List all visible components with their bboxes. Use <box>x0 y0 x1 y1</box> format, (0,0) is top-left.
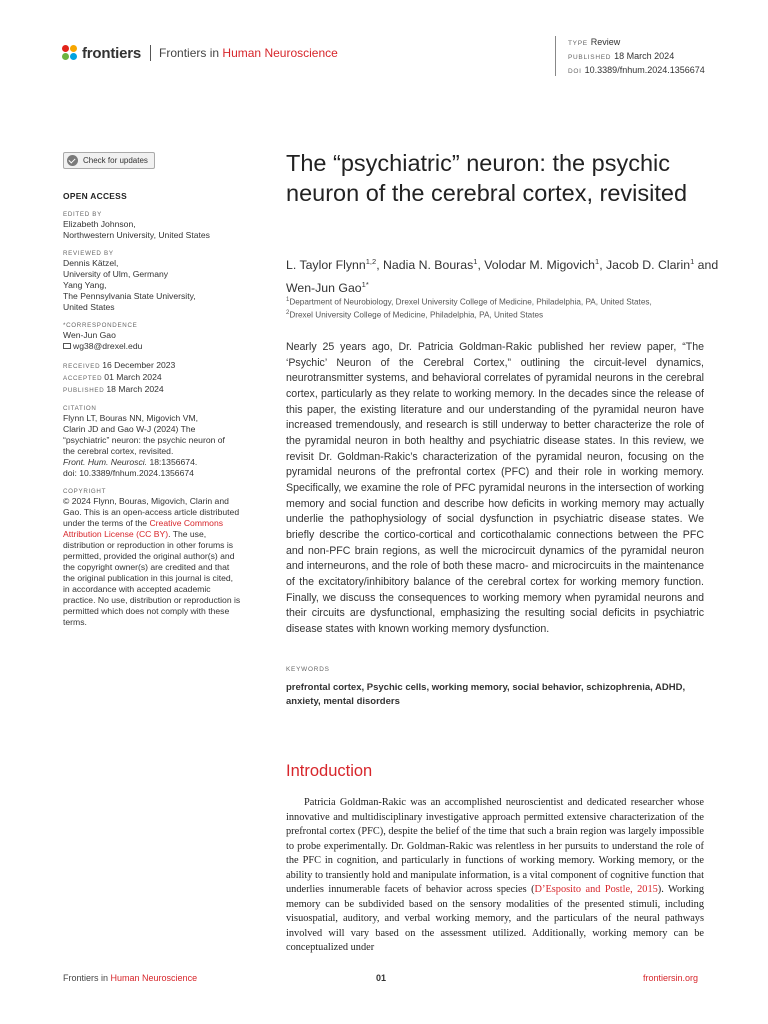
affiliations <box>286 295 726 321</box>
footer-journal[interactable]: Frontiers in Human Neuroscience <box>63 973 198 983</box>
dates <box>63 360 241 396</box>
doi[interactable]: DOI 10.3389/fnhum.2024.1356674 <box>568 65 705 75</box>
affiliation: $^2$Drexel University College of Medicine, Philadelphia, PA, United States <box>286 310 544 320</box>
check-icon <box>67 155 78 166</box>
affiliation: $^1$Department of Neurobiology, Drexel University College of Medicine, Philadelphia, PA, United States, <box>286 297 652 307</box>
frontiers-logo-icon <box>62 45 78 61</box>
cc-by-link[interactable]: Creative Commons Attribution License (CC BY) <box>63 518 224 539</box>
correspondence-label: *CORRESPONDENCE <box>63 322 138 329</box>
correspondence-email[interactable]: wg38@drexel.edu <box>63 341 241 352</box>
keywords: prefrontal cortex, Psychic cells, working memory, social behavior, schizophrenia, ADHD, anxiety, mental disorders <box>286 682 686 707</box>
article-type: TYPE Review <box>568 37 621 47</box>
keywords-label: KEYWORDS <box>286 666 330 673</box>
author-name[interactable]: L. Taylor Flynn <box>286 258 366 273</box>
author-affiliation-mark: 1 <box>473 257 478 266</box>
introduction-paragraph: Patricia Goldman-Rakic was an accomplished neuroscientist and dedicated researcher whose innovative and multidisciplinary investigative approach permitted extensive characterization of the prefrontal cortex (PFC), despite the belief of the time that such a brain region was largely impossible to probe experimentally. Dr. Goldman-Rakic was relentless in her pursuits to understand the role of the PFC in cognition, and particularly in functions of working memory. Working memory, or the ability to transiently hold and manipulate information, is a vital component of cognitive function that underlies innumerable facets of behavior across species (D’Esposito and Postle, 2015). Working memory can be subdivided based on the sensory modalities of the presented stimuli, including visuospatial, auditory, and verbal working memory, and the particulars of the neural pathways involved will vary based on the assessment utilized. Additionally, working memory can be conceptualized under <box>286 797 704 954</box>
edited-by-label: EDITED BY <box>63 211 102 218</box>
author-affiliation-mark: 1* <box>361 280 369 290</box>
check-for-updates-button[interactable]: Check for updates <box>63 152 155 169</box>
journal-header <box>62 41 338 65</box>
accepted-date: ACCEPTED 01 March 2024 <box>63 372 162 382</box>
reviewed-by-label: REVIEWED BY <box>63 250 114 257</box>
footer-site-link[interactable]: frontiersin.org <box>643 973 699 983</box>
author-name[interactable]: Jacob D. Clarin <box>606 258 691 273</box>
open-access-label: OPEN ACCESS <box>63 191 127 201</box>
author-list: L. Taylor Flynn$^{1,2}$, Nadia N. Bouras$^1$, Volodar M. Migovich$^1$, Jacob D. Clarin$^1$ and Wen-Jun Gao$^{1*}$ <box>286 257 719 296</box>
author-affiliation-mark: 1 <box>595 257 600 266</box>
mail-icon <box>63 343 71 349</box>
author-name[interactable]: Nadia N. Bouras <box>383 258 474 273</box>
citation: Flynn LT, Bouras NN, Migovich VM, Clarin JD and Gao W-J (2024) The “psychiatric” neuron: the psychic neuron of the cerebral cortex, revisited. Front. Hum. Neurosci. 18:1356674. doi: 10.3389/fnhum.2024.1356674 <box>63 413 225 478</box>
author-affiliation-mark: 1,2 <box>365 257 377 266</box>
brand-name: frontiers <box>82 44 142 62</box>
article-title: The “psychiatric” neuron: the psychic neuron of the cerebral cortex, revisited <box>286 150 688 206</box>
author-affiliation-mark: 1 <box>690 257 695 266</box>
published-date-side: PUBLISHED 18 March 2024 <box>63 384 164 394</box>
sidebar <box>63 152 241 628</box>
received-date: RECEIVED 16 December 2023 <box>63 360 176 370</box>
edited-by: Elizabeth Johnson, Northwestern University, United States <box>63 219 210 240</box>
author-name[interactable]: Wen-Jun Gao <box>286 281 362 296</box>
published-date: PUBLISHED 18 March 2024 <box>568 51 675 61</box>
citation-link[interactable]: D’Esposito and Postle, 2015 <box>534 884 658 896</box>
copyright: © 2024 Flynn, Bouras, Migovich, Clarin and Gao. This is an open-access article distributed under the terms of the Creative Commons Attribution License (CC BY). The use, distribution or reproduction in other forums is permitted, provided the original author(s) and the copyright owner(s) are credited and that the original publication in this journal is cited, in accordance with accepted academic practice. No use, distribution or reproduction is permitted which does not comply with these terms. <box>63 496 241 627</box>
abstract: Nearly 25 years ago, Dr. Patricia Goldman-Rakic published her review paper, “The ‘Psychic’ Neuron of the Cerebral Cortex,” outlining the circuit-level dynamics, neurotransmitter systems, and behavioral correlates of pyramidal neurons in the cerebral cortex, particularly as they relate to working memory. In the decades since the release of this paper, the existing literature and our understanding of the pyramidal neuron have increased tremendously, and research is still underway to better characterize the role of the pyramidal neuron in both healthy and psychiatric disease states. In this review, we revisit Dr. Goldman-Rakic’s characterization of the pyramidal neuron, focusing on the pyramidal neurons of the prefrontal cortex (PFC) and their role in working memory. Specifically, we examine the role of PFC pyramidal neurons in the intersection of working memory and social function and describe how deficits in working memory may actually underlie the pathophysiology of social dysfunction in psychiatric disease states. We briefly describe the cortico-cortical and corticothalamic connections between the PFC and non-PFC brain regions, as well the microcircuit dynamics of the pyramidal neuron and interneurons, and the role of both these macro- and microcircuits in the maintenance of the excitatory/inhibitory balance of the cerebral cortex for working memory function. Finally, we discuss the consequences to working memory when pyramidal neurons and their circuits are dysfunctional, emphasizing the resulting social deficits in psychiatric disease states with known working memory dysfunction. <box>286 341 704 635</box>
author-name[interactable]: Volodar M. Migovich <box>484 258 596 273</box>
copyright-label: COPYRIGHT <box>63 488 107 495</box>
citation-label: CITATION <box>63 405 97 412</box>
introduction-heading: Introduction <box>286 762 373 780</box>
article-meta <box>555 36 705 76</box>
journal-title[interactable]: Frontiers in Human Neuroscience <box>159 46 338 60</box>
reviewed-by: Dennis Kätzel, University of Ulm, Germany Yang Yang, The Pennsylvania State University, United States <box>63 258 196 312</box>
correspondence-name: Wen-Jun Gao <box>63 330 116 340</box>
header-divider <box>150 45 151 61</box>
page-number: 01 <box>376 973 387 983</box>
